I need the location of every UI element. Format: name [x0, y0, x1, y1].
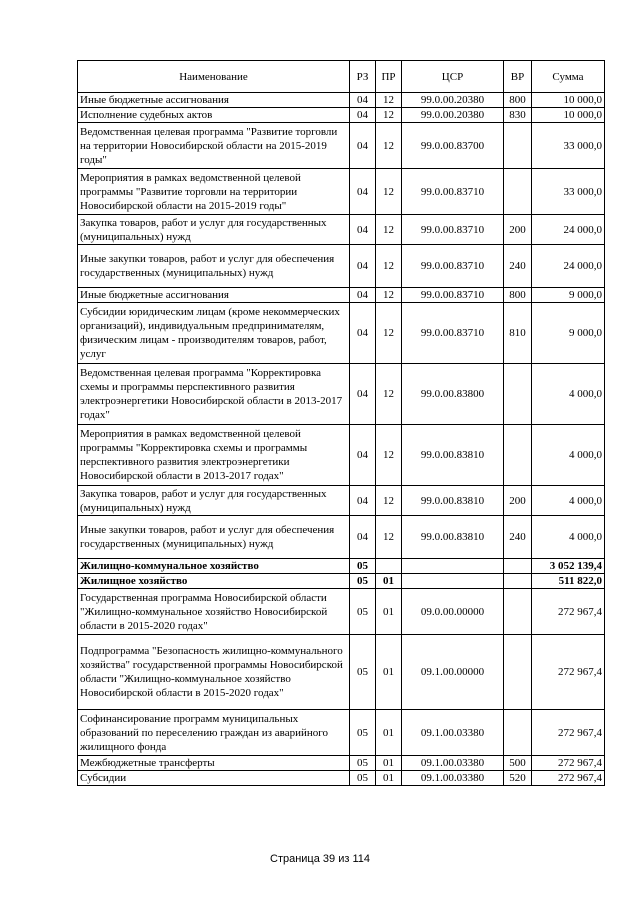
cell-name: Ведомственная целевая программа "Развитие торговли на территории Новосибирской области на 2015-2019 годы" [78, 123, 350, 169]
table-row [78, 559, 605, 574]
cell-csr: 99.0.00.20380 [402, 108, 504, 123]
table-header-row [78, 61, 605, 93]
cell-vr [504, 635, 532, 710]
cell-rz: 05 [350, 574, 376, 589]
table-row [78, 123, 605, 169]
cell-name: Иные бюджетные ассигнования [78, 93, 350, 108]
cell-pr: 12 [376, 245, 402, 288]
cell-vr [504, 364, 532, 425]
header-rz: РЗ [350, 61, 376, 93]
cell-vr: 200 [504, 215, 532, 245]
cell-csr: 99.0.00.83810 [402, 486, 504, 516]
cell-rz: 04 [350, 169, 376, 215]
table-row [78, 756, 605, 771]
cell-csr: 99.0.00.83710 [402, 303, 504, 364]
cell-name: Ведомственная целевая программа "Корректировка схемы и программы перспективного развития электроэнергетики Новосибирской области в 2013-2017 годах" [78, 364, 350, 425]
cell-pr: 01 [376, 589, 402, 635]
cell-pr: 12 [376, 303, 402, 364]
table-row [78, 215, 605, 245]
table-body [78, 93, 605, 786]
cell-vr: 810 [504, 303, 532, 364]
cell-csr [402, 574, 504, 589]
cell-pr: 01 [376, 771, 402, 786]
cell-vr [504, 169, 532, 215]
cell-name: Подпрограмма "Безопасность жилищно-коммунального хозяйства" государственной программы Новосибирской области "Жилищно-коммунальное хозяйство Новосибирской области в 2015-2020 годах" [78, 635, 350, 710]
table-row [78, 589, 605, 635]
cell-pr: 01 [376, 710, 402, 756]
cell-vr: 800 [504, 93, 532, 108]
cell-rz: 05 [350, 559, 376, 574]
cell-sum: 9 000,0 [532, 288, 605, 303]
cell-name: Жилищно-коммунальное хозяйство [78, 559, 350, 574]
cell-csr: 99.0.00.20380 [402, 93, 504, 108]
cell-pr: 12 [376, 123, 402, 169]
cell-name: Мероприятия в рамках ведомственной целевой программы "Развитие торговли на территории Новосибирской области на 2015-2019 годы" [78, 169, 350, 215]
cell-name: Субсидии юридическим лицам (кроме некоммерческих организаций), индивидуальным предпринимателям, физическим лицам - производителям товаров, работ, услуг [78, 303, 350, 364]
cell-pr: 01 [376, 756, 402, 771]
cell-name: Жилищное хозяйство [78, 574, 350, 589]
cell-vr: 800 [504, 288, 532, 303]
cell-rz: 05 [350, 771, 376, 786]
cell-vr: 240 [504, 245, 532, 288]
cell-sum: 10 000,0 [532, 108, 605, 123]
cell-name: Иные закупки товаров, работ и услуг для обеспечения государственных (муниципальных) нужд [78, 245, 350, 288]
cell-pr: 12 [376, 288, 402, 303]
cell-name: Исполнение судебных актов [78, 108, 350, 123]
header-name: Наименование [78, 61, 350, 93]
cell-pr: 12 [376, 169, 402, 215]
table-row [78, 364, 605, 425]
cell-csr: 09.1.00.03380 [402, 710, 504, 756]
cell-pr: 12 [376, 93, 402, 108]
cell-pr: 12 [376, 516, 402, 559]
cell-pr: 01 [376, 635, 402, 710]
cell-vr [504, 559, 532, 574]
cell-name: Межбюджетные трансферты [78, 756, 350, 771]
cell-name: Софинансирование программ муниципальных образований по переселению граждан из аварийного жилищного фонда [78, 710, 350, 756]
cell-csr: 09.0.00.00000 [402, 589, 504, 635]
cell-sum: 9 000,0 [532, 303, 605, 364]
table-row [78, 169, 605, 215]
cell-sum: 10 000,0 [532, 93, 605, 108]
cell-pr: 12 [376, 108, 402, 123]
cell-csr: 99.0.00.83810 [402, 516, 504, 559]
cell-rz: 04 [350, 425, 376, 486]
cell-sum: 4 000,0 [532, 516, 605, 559]
cell-vr: 830 [504, 108, 532, 123]
header-sum: Сумма [532, 61, 605, 93]
cell-csr [402, 559, 504, 574]
cell-sum: 272 967,4 [532, 710, 605, 756]
table-row [78, 93, 605, 108]
cell-csr: 99.0.00.83810 [402, 425, 504, 486]
budget-table [77, 60, 605, 786]
cell-vr: 520 [504, 771, 532, 786]
cell-rz: 05 [350, 635, 376, 710]
table-row [78, 108, 605, 123]
cell-csr: 09.1.00.03380 [402, 771, 504, 786]
cell-sum: 272 967,4 [532, 635, 605, 710]
table-row [78, 288, 605, 303]
cell-sum: 272 967,4 [532, 771, 605, 786]
cell-sum: 511 822,0 [532, 574, 605, 589]
page-number: Страница 39 из 114 [270, 853, 370, 865]
cell-csr: 99.0.00.83710 [402, 288, 504, 303]
cell-rz: 04 [350, 303, 376, 364]
table-row [78, 574, 605, 589]
header-csr: ЦСР [402, 61, 504, 93]
cell-pr: 12 [376, 486, 402, 516]
cell-name: Закупка товаров, работ и услуг для государственных (муниципальных) нужд [78, 215, 350, 245]
cell-sum: 272 967,4 [532, 589, 605, 635]
cell-vr: 500 [504, 756, 532, 771]
cell-vr: 240 [504, 516, 532, 559]
cell-rz: 05 [350, 589, 376, 635]
table-row [78, 303, 605, 364]
table-row [78, 486, 605, 516]
cell-sum: 24 000,0 [532, 215, 605, 245]
cell-csr: 99.0.00.83700 [402, 123, 504, 169]
cell-csr: 99.0.00.83800 [402, 364, 504, 425]
cell-csr: 09.1.00.03380 [402, 756, 504, 771]
cell-rz: 04 [350, 364, 376, 425]
cell-csr: 99.0.00.83710 [402, 245, 504, 288]
cell-rz: 04 [350, 288, 376, 303]
cell-vr [504, 710, 532, 756]
cell-rz: 04 [350, 245, 376, 288]
cell-pr: 01 [376, 574, 402, 589]
cell-pr: 12 [376, 215, 402, 245]
table-row [78, 635, 605, 710]
cell-rz: 05 [350, 756, 376, 771]
cell-csr: 09.1.00.00000 [402, 635, 504, 710]
cell-pr [376, 559, 402, 574]
cell-vr [504, 425, 532, 486]
cell-rz: 05 [350, 710, 376, 756]
cell-vr: 200 [504, 486, 532, 516]
cell-csr: 99.0.00.83710 [402, 215, 504, 245]
cell-sum: 4 000,0 [532, 364, 605, 425]
cell-rz: 04 [350, 93, 376, 108]
cell-name: Закупка товаров, работ и услуг для государственных (муниципальных) нужд [78, 486, 350, 516]
table-row [78, 245, 605, 288]
cell-name: Мероприятия в рамках ведомственной целевой программы "Корректировка схемы и программы перспективного развития электроэнергетики Новосибирской области в 2013-2017 годах" [78, 425, 350, 486]
cell-pr: 12 [376, 364, 402, 425]
cell-csr: 99.0.00.83710 [402, 169, 504, 215]
cell-rz: 04 [350, 486, 376, 516]
cell-vr [504, 589, 532, 635]
cell-sum: 4 000,0 [532, 486, 605, 516]
header-pr: ПР [376, 61, 402, 93]
cell-vr [504, 123, 532, 169]
cell-name: Иные закупки товаров, работ и услуг для обеспечения государственных (муниципальных) нужд [78, 516, 350, 559]
cell-rz: 04 [350, 108, 376, 123]
cell-sum: 4 000,0 [532, 425, 605, 486]
cell-sum: 33 000,0 [532, 123, 605, 169]
cell-sum: 272 967,4 [532, 756, 605, 771]
cell-rz: 04 [350, 123, 376, 169]
cell-name: Государственная программа Новосибирской области "Жилищно-коммунальное хозяйство Новосибирской области в 2015-2020 годах" [78, 589, 350, 635]
cell-name: Субсидии [78, 771, 350, 786]
cell-sum: 24 000,0 [532, 245, 605, 288]
table-row [78, 771, 605, 786]
cell-pr: 12 [376, 425, 402, 486]
table-row [78, 425, 605, 486]
cell-rz: 04 [350, 215, 376, 245]
cell-sum: 3 052 139,4 [532, 559, 605, 574]
cell-rz: 04 [350, 516, 376, 559]
cell-vr [504, 574, 532, 589]
header-vr: ВР [504, 61, 532, 93]
cell-sum: 33 000,0 [532, 169, 605, 215]
cell-name: Иные бюджетные ассигнования [78, 288, 350, 303]
table-row [78, 516, 605, 559]
table-row [78, 710, 605, 756]
